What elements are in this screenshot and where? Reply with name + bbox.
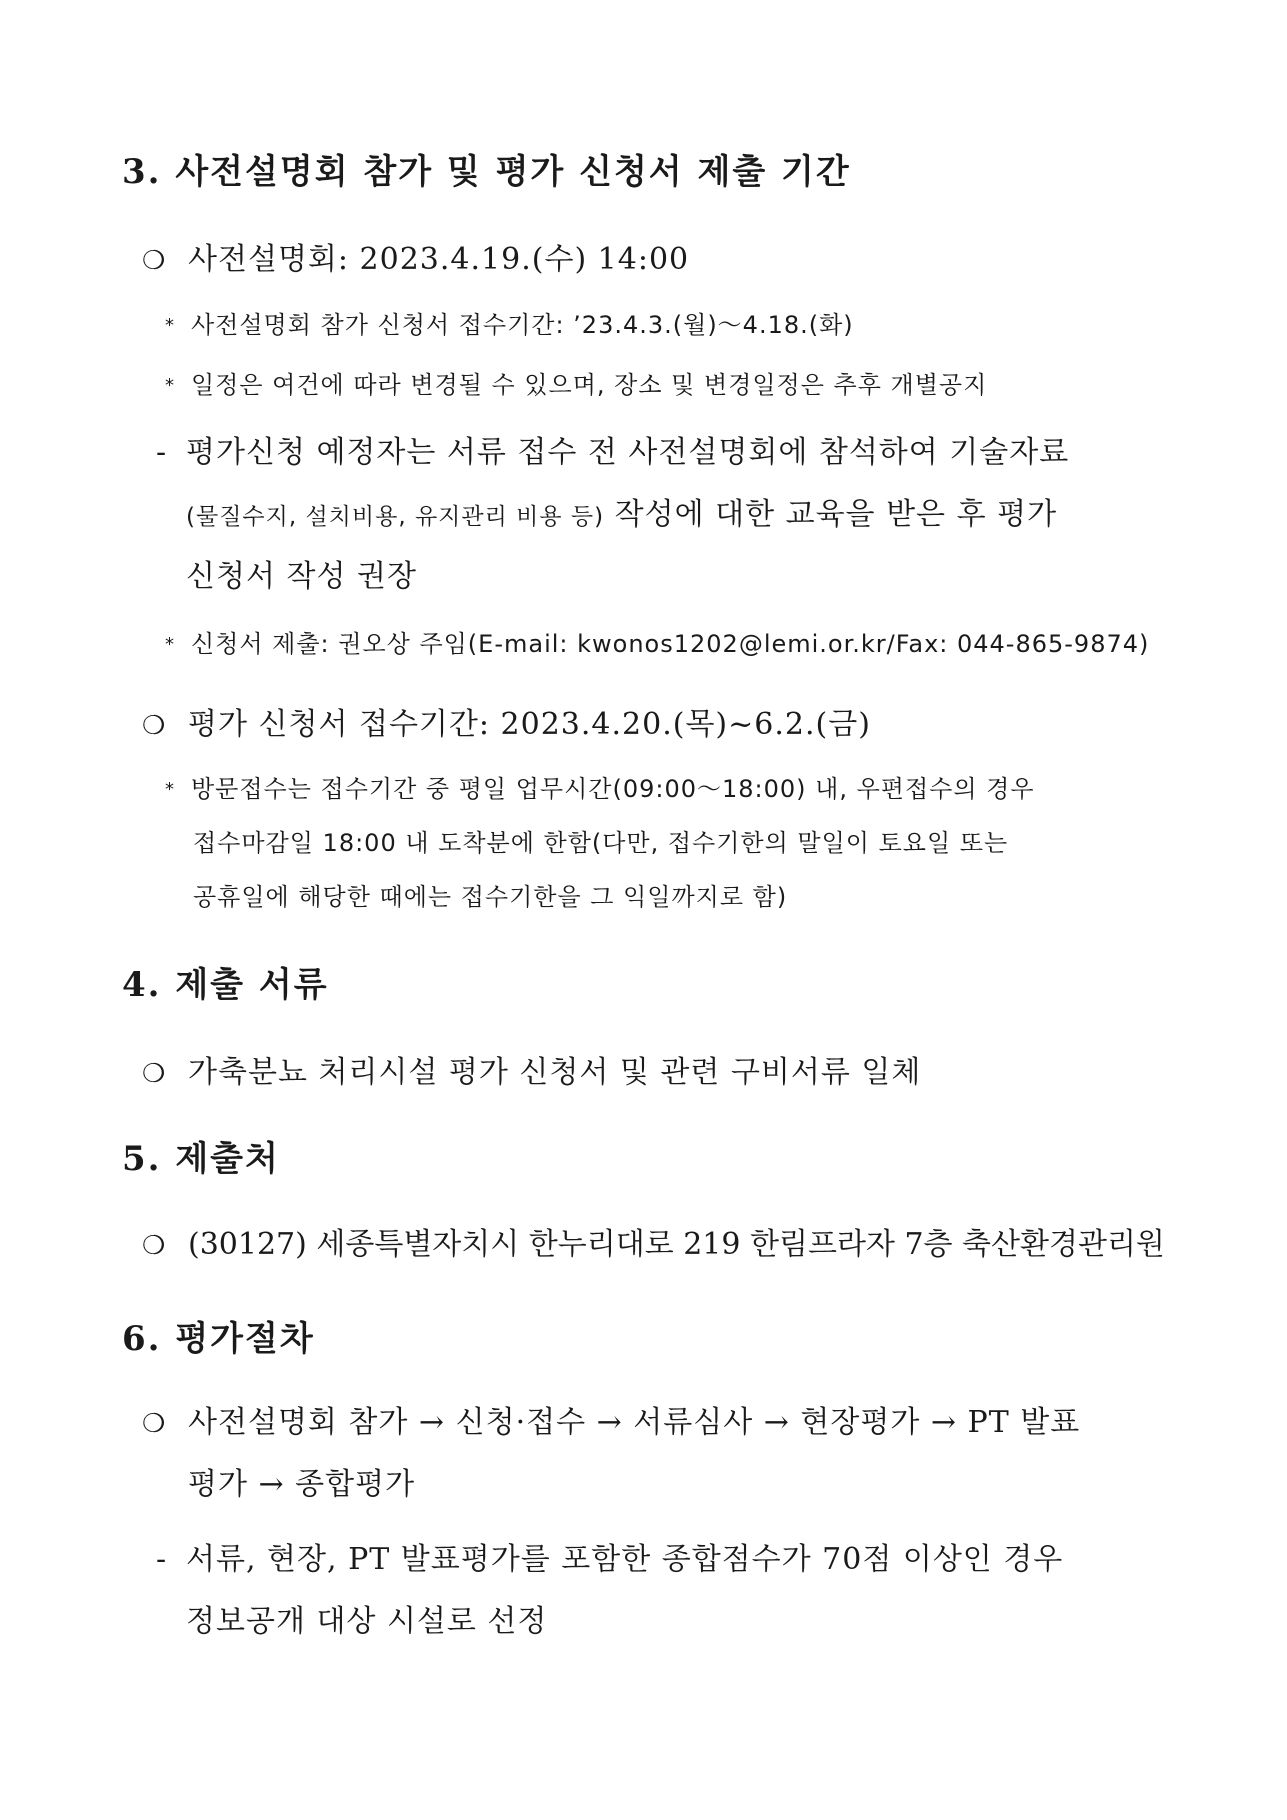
circle-bullet-icon: ❍	[142, 1231, 166, 1261]
dash-text: 서류, 현장, PT 발표평가를 포함한 종합점수가 70점 이상인 경우	[186, 1542, 1064, 1577]
dash-item-recommendation-line2	[186, 497, 1058, 532]
dash-item-selection-line2: 정보공개 대상 시설로 선정	[186, 1604, 548, 1639]
note-visit-submission-line3: 공휴일에 해당한 때에는 접수기한을 그 익일까지로 함)	[193, 883, 788, 911]
dash-mark: -	[156, 435, 168, 470]
bullet-item-briefing-date	[142, 242, 690, 277]
bullet-item-address	[142, 1227, 1165, 1262]
section-4-title: 4. 제출 서류	[122, 965, 329, 1005]
circle-bullet-icon: ❍	[142, 1409, 167, 1439]
dash-text: 평가신청 예정자는 서류 접수 전 사전설명회에 참석하여 기술자료	[186, 435, 1070, 470]
bullet-text: 가축분뇨 처리시설 평가 신청서 및 관련 구비서류 일체	[188, 1055, 922, 1090]
section-5-title: 5. 제출처	[122, 1139, 280, 1179]
circle-bullet-icon: ❍	[142, 1059, 167, 1089]
bullet-item-procedure-line2: 평가 → 종합평가	[188, 1467, 416, 1502]
circle-bullet-icon: ❍	[142, 711, 167, 741]
bullet-item-documents	[142, 1055, 922, 1090]
asterisk-icon: *	[165, 779, 175, 800]
section-6-title: 6. 평가절차	[122, 1319, 315, 1359]
dash-mark: -	[156, 1542, 168, 1577]
bullet-text: (30127) 세종특별자치시 한누리대로 219 한림프라자 7층 축산환경관리원	[188, 1227, 1165, 1262]
bullet-text: 사전설명회 참가 → 신청·접수 → 서류심사 → 현장평가 → PT 발표	[188, 1405, 1081, 1440]
note-briefing-application-period	[165, 313, 854, 337]
note-schedule-change	[165, 373, 987, 397]
circle-bullet-icon: ❍	[142, 246, 167, 276]
dash-item-selection	[156, 1542, 1064, 1577]
dash-text: 작성에 대한 교육을 받은 후 평가	[604, 497, 1058, 532]
asterisk-icon: *	[165, 375, 175, 396]
note-text: 방문접수는 접수기간 중 평일 업무시간(09:00～18:00) 내, 우편접수의 경우	[191, 775, 1035, 803]
asterisk-icon: *	[165, 315, 175, 336]
bullet-item-application-period	[142, 707, 871, 742]
dash-item-recommendation	[156, 435, 1070, 470]
note-visit-submission	[165, 777, 1035, 801]
section-3-title: 3. 사전설명회 참가 및 평가 신청서 제출 기간	[122, 152, 851, 192]
dash-item-recommendation-line3: 신청서 작성 권장	[186, 559, 417, 594]
note-submission-contact	[165, 632, 1149, 656]
dash-text-small: (물질수지, 설치비용, 유지관리 비용 등)	[186, 504, 605, 530]
asterisk-icon: *	[165, 634, 175, 655]
bullet-text: 사전설명회: 2023.4.19.(수) 14:00	[188, 242, 690, 277]
note-text: 사전설명회 참가 신청서 접수기간: ’23.4.3.(월)～4.18.(화)	[191, 311, 854, 339]
note-text: 신청서 제출: 권오상 주임(E-mail: kwonos1202@lemi.or.kr/Fax: 044-865-9874)	[191, 630, 1150, 658]
note-visit-submission-line2: 접수마감일 18:00 내 도착분에 한함(다만, 접수기한의 말일이 토요일 또는	[193, 829, 1009, 857]
bullet-text: 평가 신청서 접수기간: 2023.4.20.(목)~6.2.(금)	[188, 707, 871, 742]
note-text: 일정은 여건에 따라 변경될 수 있으며, 장소 및 변경일정은 추후 개별공지	[191, 371, 988, 399]
bullet-item-procedure	[142, 1405, 1081, 1440]
